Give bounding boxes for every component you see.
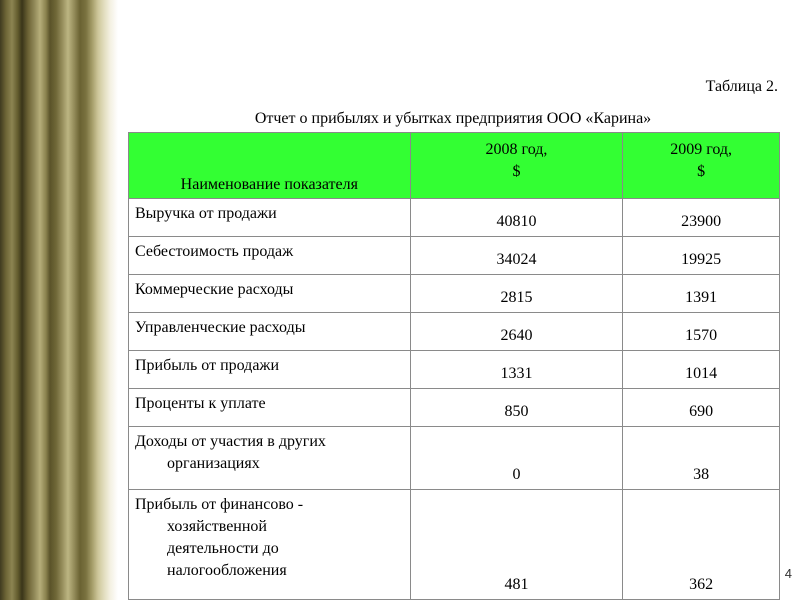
value-2008: 1331 — [410, 351, 623, 389]
value-2008: 2640 — [410, 313, 623, 351]
decorative-stripes — [0, 0, 118, 600]
value-2008: 34024 — [410, 237, 623, 275]
row-name: Коммерческие расходы — [129, 275, 411, 313]
value-2008: 0 — [410, 427, 623, 490]
value-2008: 850 — [410, 389, 623, 427]
row-name-line: налогообложения — [167, 562, 287, 579]
table-caption: Таблица 2. — [705, 78, 778, 95]
header-indicator-name: Наименование показателя — [129, 133, 411, 199]
table-row — [129, 490, 780, 600]
row-name: Проценты к уплате — [129, 389, 411, 427]
row-name — [129, 427, 411, 490]
header-year-2009 — [623, 133, 780, 199]
report-title: Отчет о прибылях и убытках предприятия ООО «Карина» — [254, 110, 652, 127]
table-row — [129, 199, 780, 237]
row-name-line: Доходы от участия в других — [135, 433, 326, 450]
value-2009: 19925 — [623, 237, 780, 275]
value-2009: 23900 — [623, 199, 780, 237]
value-2009: 38 — [623, 427, 780, 490]
header-year-2008-unit: $ — [512, 163, 521, 180]
table-row — [129, 427, 780, 490]
table-row — [129, 351, 780, 389]
table-row — [129, 313, 780, 351]
header-year-2008-label: 2008 год, — [485, 141, 548, 158]
row-name-line: организациях — [167, 455, 260, 472]
header-year-2009-label: 2009 год, — [670, 141, 733, 158]
row-name: Выручка от продажи — [129, 199, 411, 237]
value-2009: 690 — [623, 389, 780, 427]
header-year-2008 — [410, 133, 623, 199]
value-2009: 1570 — [623, 313, 780, 351]
row-name: Прибыль от продажи — [129, 351, 411, 389]
report-table — [128, 132, 780, 600]
value-2008: 481 — [410, 490, 623, 600]
table-header-row — [129, 133, 780, 199]
table-row — [129, 237, 780, 275]
row-name: Себестоимость продаж — [129, 237, 411, 275]
row-name-line: хозяйственной — [167, 518, 267, 535]
value-2009: 1391 — [623, 275, 780, 313]
row-name-line: деятельности до — [167, 540, 279, 557]
row-name-line: Прибыль от финансово - — [135, 496, 304, 513]
value-2008: 40810 — [410, 199, 623, 237]
table-row — [129, 389, 780, 427]
header-year-2009-unit: $ — [697, 163, 706, 180]
value-2009: 1014 — [623, 351, 780, 389]
page-number: 4 — [784, 566, 792, 581]
row-name: Управленческие расходы — [129, 313, 411, 351]
table-row — [129, 275, 780, 313]
value-2008: 2815 — [410, 275, 623, 313]
value-2009: 362 — [623, 490, 780, 600]
row-name — [129, 490, 411, 600]
